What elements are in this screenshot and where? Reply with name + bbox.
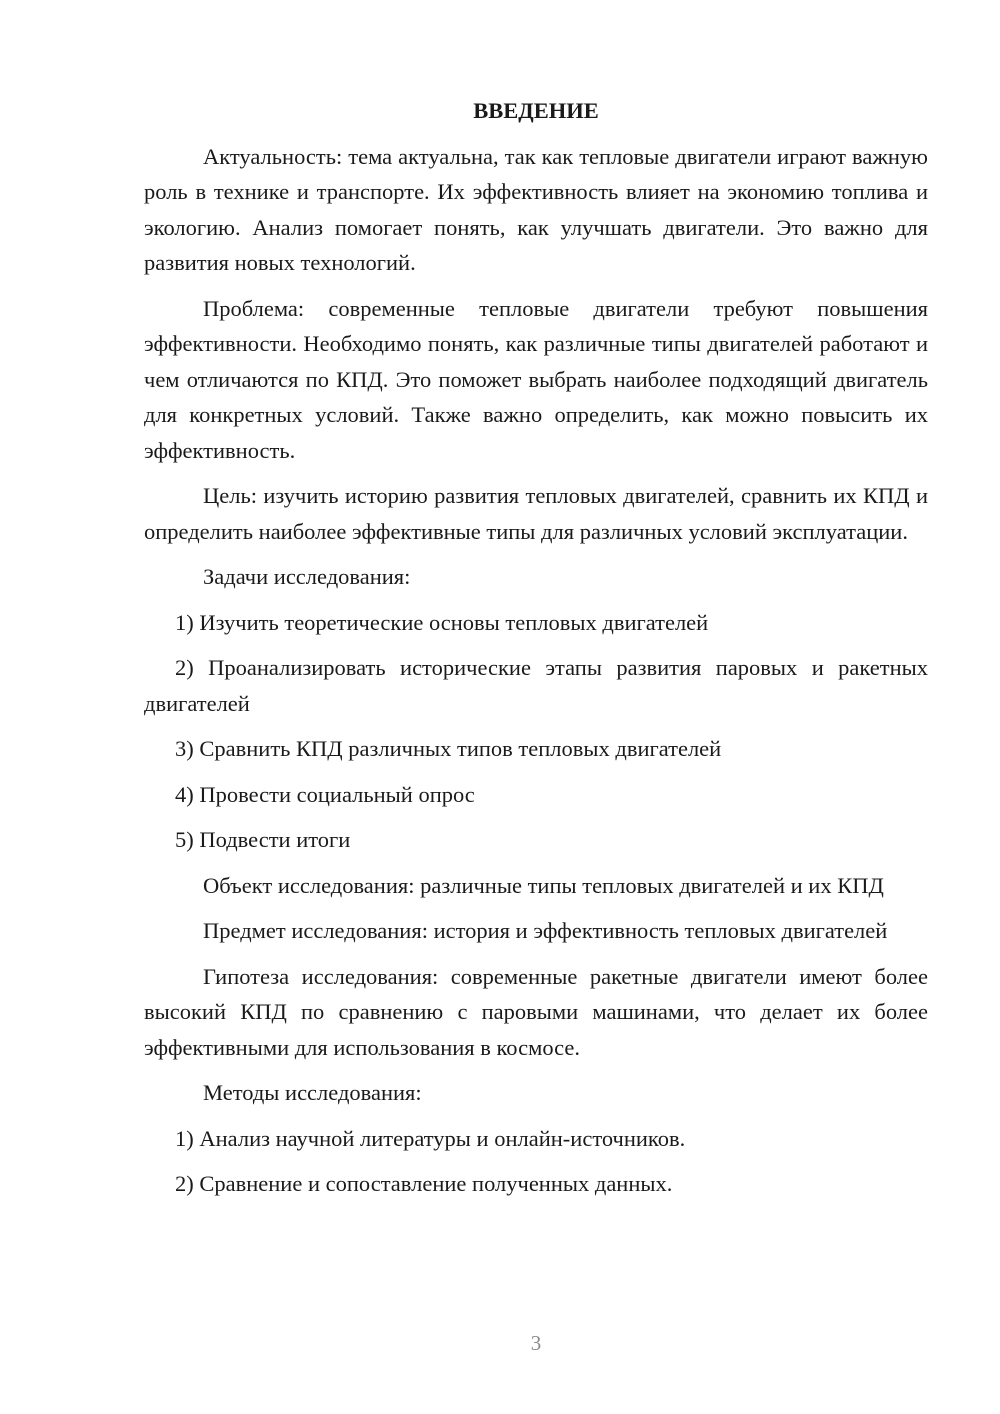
object-paragraph: Объект исследования: различные типы тепловых двигателей и их КПД bbox=[203, 872, 884, 898]
goal-paragraph: Цель: изучить историю развития тепловых двигателей, сравнить их КПД и определить наиболее эффективные типы для различных условий эксплуатации. bbox=[144, 483, 928, 544]
page-content bbox=[144, 93, 928, 1202]
methods-heading: Методы исследования: bbox=[203, 1080, 422, 1105]
methods-list bbox=[144, 1121, 928, 1202]
method-item: 2) Сравнение и сопоставление полученных данных. bbox=[175, 1171, 673, 1196]
page-number: 3 bbox=[530, 1331, 542, 1355]
task-item: 3) Сравнить КПД различных типов тепловых двигателей bbox=[175, 736, 722, 761]
tasks-heading: Задачи исследования: bbox=[203, 564, 411, 589]
section-title: ВВЕДЕНИЕ bbox=[473, 98, 599, 123]
task-item: 4) Провести социальный опрос bbox=[175, 781, 475, 807]
task-item: 2) Проанализировать исторические этапы развития паровых и ракетных двигателей bbox=[144, 655, 928, 716]
method-item: 1) Анализ научной литературы и онлайн-источников. bbox=[175, 1125, 686, 1151]
task-item: 1) Изучить теоретические основы тепловых двигателей bbox=[175, 609, 709, 635]
subject-paragraph: Предмет исследования: история и эффективность тепловых двигателей bbox=[203, 918, 888, 943]
hypothesis-paragraph: Гипотеза исследования: современные ракетные двигатели имеют более высокий КПД по сравнению с паровыми машинами, что делает их более эффективными для использования в космосе. bbox=[144, 963, 928, 1060]
problem-paragraph: Проблема: современные тепловые двигатели требуют повышения эффективности. Необходимо понять, как различные типы двигателей работают и чем отличаются по КПД. Это поможет выбрать наиболее подходящий двигатель для конкретных условий. Также важно определить, как можно повысить их эффективность. bbox=[144, 295, 928, 463]
task-item: 5) Подвести итоги bbox=[175, 827, 351, 852]
tasks-list bbox=[144, 605, 928, 858]
relevance-paragraph: Актуальность: тема актуальна, так как тепловые двигатели играют важную роль в технике и транспорте. Их эффективность влияет на экономию топлива и экологию. Анализ помогает понять, как улучшать двигатели. Это важно для развития новых технологий. bbox=[144, 143, 928, 275]
